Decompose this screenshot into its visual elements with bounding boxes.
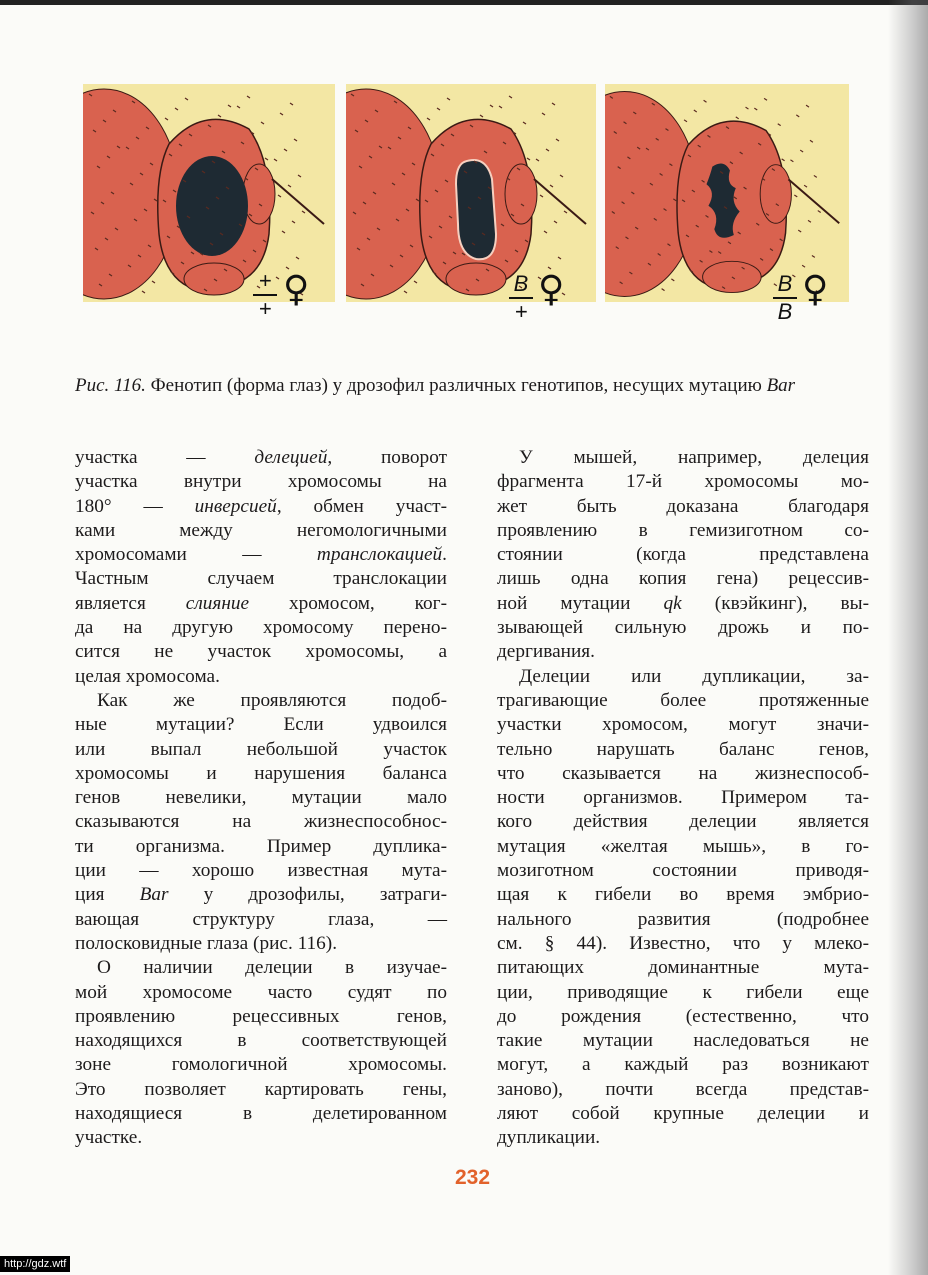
text-segment: , поворот [327,447,448,468]
text-segment: участка — [75,447,255,468]
text-line [75,786,447,810]
page-number: 232 [455,1166,491,1189]
text-line [75,592,447,616]
text-column-right [497,446,869,1151]
text-line [75,446,447,470]
text-line [75,543,447,567]
female-symbol-icon: ♀ [802,269,829,310]
figure-caption [75,373,865,398]
text-segment: дупликации. [497,1127,601,1149]
text-column-left [75,446,447,1151]
genotype-denominator: B [777,299,793,324]
italic-term: инверсией [194,495,277,517]
text-segment: ляют собой крупные делеции и [497,1103,869,1125]
genotype-label [773,273,797,323]
text-segment: что сказывается на жизнеспособ- [497,762,869,784]
text-segment: О наличии делеции в изучае- [97,957,447,979]
text-segment: ности организмов. Примером та- [497,787,869,809]
text-line [75,981,447,1005]
text-segment: дергивания. [497,641,595,663]
text-segment: тельно нарушать баланс генов, [497,738,869,760]
text-segment: ками между негомологичными [75,519,447,541]
text-segment: могут, а каждый раз возникают [497,1054,869,1076]
text-line [497,1029,869,1053]
text-line [497,956,869,980]
text-segment: Как же проявляются подоб- [97,689,447,711]
text-segment: находящихся в соответствующей [75,1030,447,1052]
text-line [497,810,869,834]
text-line [75,762,447,786]
text-segment: мутация «желтая мышь», в го- [497,835,869,857]
text-line [75,640,447,664]
text-segment: Делеции или дупликации, за- [519,665,869,687]
text-line [75,956,447,980]
genotype-denominator: + [258,296,272,321]
italic-term: qk [663,592,682,614]
text-segment: Частным случаем транслокации [75,568,447,590]
text-line [497,640,869,664]
text-line [75,1029,447,1053]
text-segment: целая хромосома. [75,665,220,687]
italic-term: делецией [254,447,328,468]
text-line [75,738,447,762]
genotype-label [253,270,277,320]
text-line [75,932,447,956]
text-line [75,519,447,543]
text-segment: см. § 44). Известно, что у млеко- [497,932,869,954]
text-segment: хромосомы и нарушения баланса [75,762,447,784]
text-segment: проявлению рецессивных генов, [75,1005,447,1027]
text-line [75,1102,447,1126]
text-segment: участке. [75,1127,143,1149]
text-segment: да на другую хромосому перено- [75,617,447,639]
female-symbol-icon: ♀ [283,269,310,310]
text-segment: полосковидные глаза (рис. 116). [75,932,338,954]
text-line [497,616,869,640]
genotype-numerator: B [513,271,529,296]
text-segment: генов невелики, мутации мало [75,787,447,809]
text-line [497,592,869,616]
text-line [497,567,869,591]
scan-top-edge [0,0,928,5]
text-line [497,1053,869,1077]
text-line [497,835,869,859]
text-segment: заново), почти всегда представ- [497,1078,869,1100]
text-segment: сится не участок хромосомы, а [75,641,447,663]
text-segment: кого действия делеции является [497,811,869,833]
watermark-link[interactable]: http://gdz.wtf [0,1256,70,1272]
text-segment: находящиеся в делетированном [75,1103,447,1125]
text-segment: является [75,592,186,614]
caption-label: Рис. 116. [75,375,146,396]
text-segment: , обмен участ- [276,495,447,517]
scan-binding-shadow [888,0,928,1275]
text-line [75,665,447,689]
text-segment: жет быть доказана благодаря [497,495,869,517]
italic-term: слияние [185,592,250,614]
italic-term: Bar [139,884,169,906]
text-line [75,616,447,640]
caption-italic-term: Bar [766,375,796,396]
text-line [497,908,869,932]
text-segment: лишь одна копия гена) рецессив- [497,568,869,590]
text-segment: . [442,544,447,566]
genotype-label [509,273,533,323]
text-segment: хромосомами — [75,544,317,566]
text-line [75,470,447,494]
text-segment: ти организма. Пример дуплика- [75,835,447,857]
genotype-numerator: + [258,268,272,293]
text-segment: щая к гибели во время эмбрио- [497,884,869,906]
text-line [497,1005,869,1029]
text-segment: (квэйкинг), вы- [681,592,869,614]
text-line [75,1078,447,1102]
italic-term: транслокацией [316,544,443,566]
text-line [497,883,869,907]
text-segment: или выпал небольшой участок [75,738,447,760]
text-segment: такие мутации наследоваться не [497,1030,869,1052]
text-segment: ные мутации? Если удвоился [75,714,447,736]
text-segment: нального развития (подробнее [497,908,869,930]
text-segment: проявлению в гемизиготном со- [497,519,869,541]
text-line [497,713,869,737]
text-line [75,835,447,859]
text-segment: участки хромосом, могут значи- [497,714,869,736]
text-line [75,859,447,883]
text-line [497,1078,869,1102]
text-line [75,1005,447,1029]
text-line [75,567,447,591]
text-segment: ной мутации [497,592,664,614]
text-segment: у дрозофилы, затраги- [168,884,448,906]
text-segment: до рождения (естественно, что [497,1005,869,1027]
text-segment: вающая структуру глаза, — [75,908,447,930]
text-segment: питающих доминантные мута- [497,957,869,979]
text-segment: ции — хорошо известная мута- [75,860,447,882]
text-line [497,495,869,519]
text-segment: зывающей сильную дрожь и по- [497,617,869,639]
text-segment: ция [75,884,140,906]
text-line [497,981,869,1005]
text-line [497,932,869,956]
text-line [497,762,869,786]
text-line [75,883,447,907]
text-line [497,543,869,567]
text-line [497,1102,869,1126]
text-line [75,1126,447,1150]
text-segment: стоянии (когда представлена [497,544,869,566]
text-segment: трагивающие более протяженные [497,689,869,711]
text-line [75,1053,447,1077]
text-segment: мой хромосоме часто судят по [75,981,447,1003]
text-line [497,689,869,713]
text-segment: хромосом, ког- [249,592,447,614]
text-line [497,519,869,543]
text-line [75,495,447,519]
caption-text: Фенотип (форма глаз) у дрозофил различных генотипов, несущих мутацию [145,375,767,396]
female-symbol-icon: ♀ [538,269,565,310]
eye-round [176,156,248,256]
text-line [75,810,447,834]
text-segment: зоне гомологичной хромосомы. [75,1054,447,1076]
text-line [497,665,869,689]
text-segment: У мышей, например, делеция [519,447,869,468]
text-line [497,786,869,810]
text-line [497,738,869,762]
text-segment: Это позволяет картировать гены, [75,1078,447,1100]
text-segment: фрагмента 17-й хромосомы мо- [497,471,869,493]
text-segment: сказываются на жизнеспособнос- [75,811,447,833]
text-segment: ции, приводящие к гибели еще [497,981,869,1003]
text-segment: участка внутри хромосомы на [75,471,447,493]
text-line [497,859,869,883]
eye-bar [456,160,496,259]
text-segment: 180° — [75,495,195,517]
genotype-numerator: B [777,271,793,296]
text-segment: мозиготном состоянии приводя- [497,860,869,882]
genotype-denominator: + [514,299,528,324]
text-line [75,908,447,932]
text-line [497,446,869,470]
text-line [75,713,447,737]
text-line [75,689,447,713]
text-line [497,470,869,494]
text-line [497,1126,869,1150]
